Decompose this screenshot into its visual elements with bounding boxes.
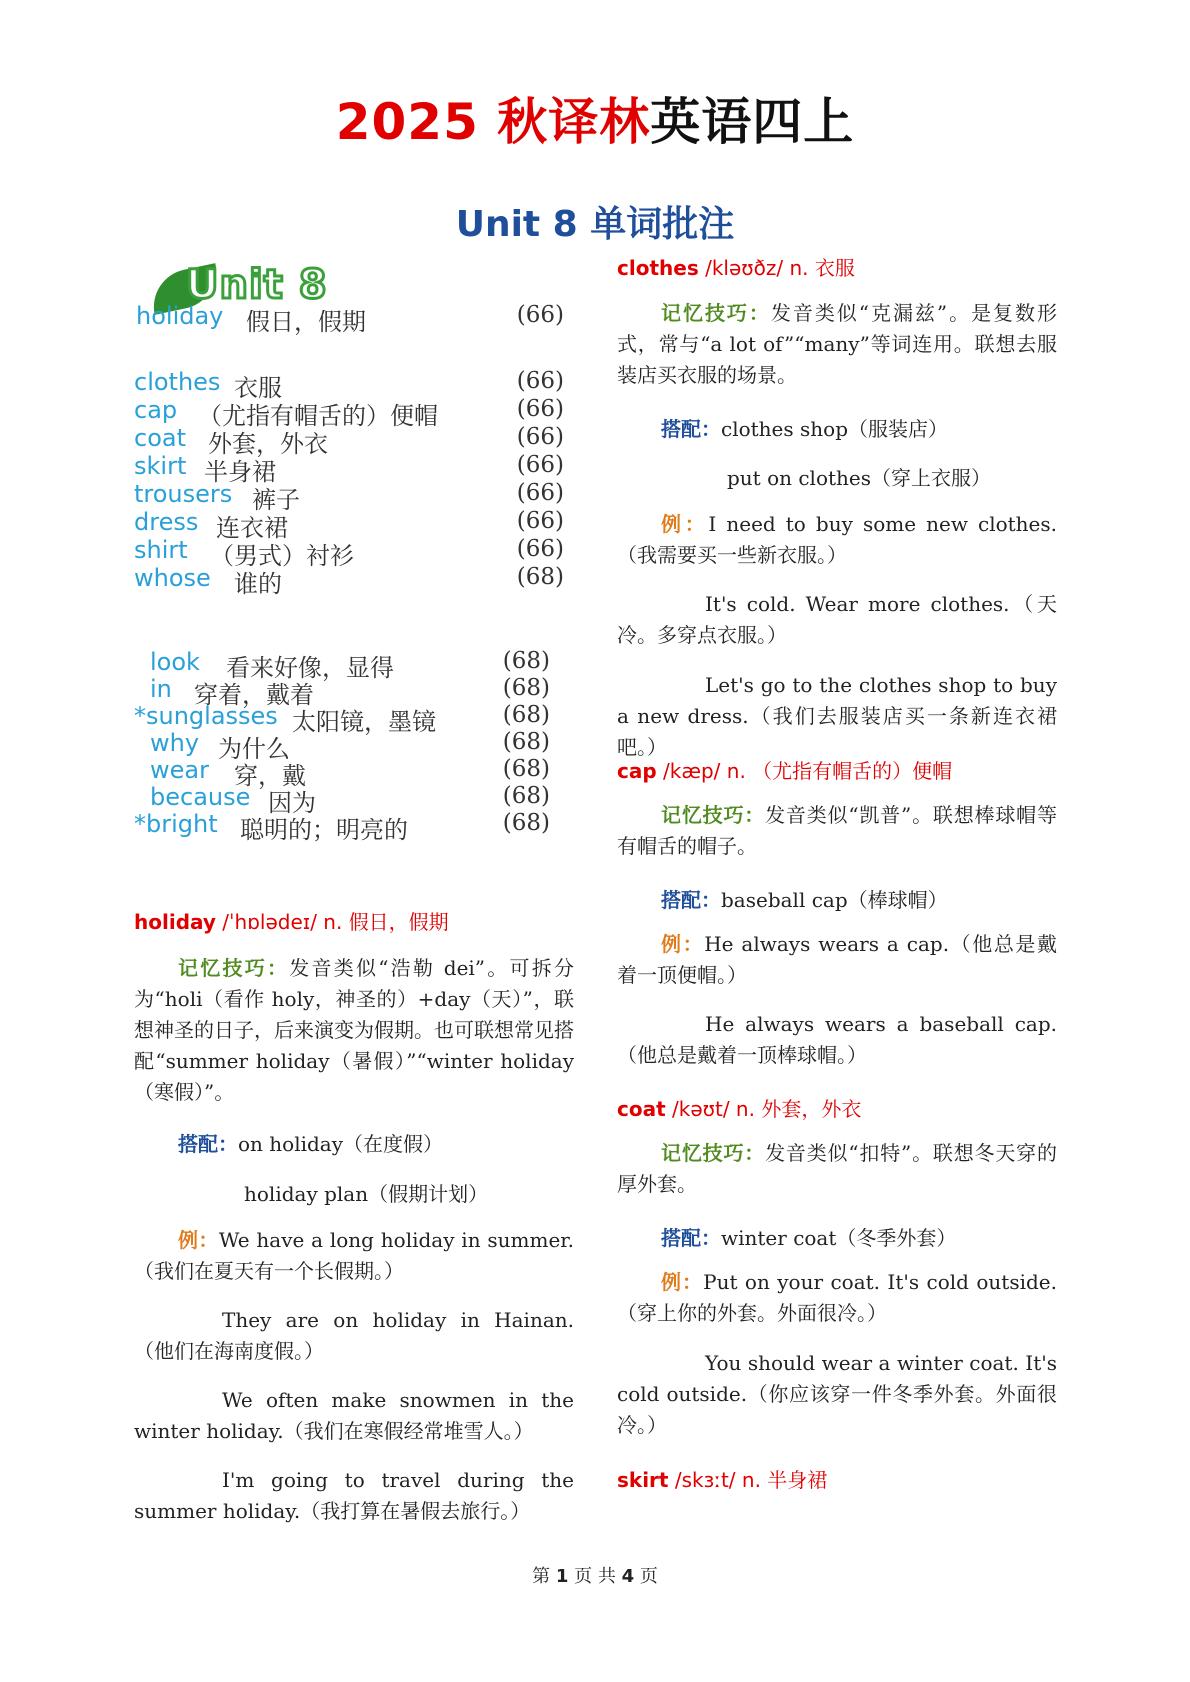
example-clothes-3: Let's go to the clothes shop to buy a new dress.（我们去服装店买一条新连衣裙吧。） <box>617 673 1057 759</box>
page-footer: 第 1 页 共 4 页 <box>532 1566 658 1587</box>
title-part-red: 2025 秋译林 <box>335 93 651 151</box>
memory-tip-holiday: 记忆技巧：发音类似“浩勒 dei”。可拆分为“holi（看作 holy，神圣的）+day（天）”，联想神圣的日子，后来演变为假期。也可联想常见搭配“summer holiday（暑假）”“winter holiday（寒假）”。 <box>134 956 575 1104</box>
word-list-item: why 为什么 (68) <box>150 729 550 763</box>
collocation-cap: 搭配：baseball cap（棒球帽） <box>661 888 948 912</box>
word-list-item: coat 外套，外衣 (66) <box>134 424 564 458</box>
example-cap-2: He always wears a baseball cap.（他总是戴着一顶棒球帽。） <box>617 1012 1057 1067</box>
memory-tip-cap: 记忆技巧：发音类似“凯普”。联想棒球帽等有帽舌的帽子。 <box>617 803 1057 858</box>
entry-heading-skirt: skirt /skɜːt/ n. 半身裙 <box>617 1468 828 1492</box>
collocation-clothes-2: put on clothes（穿上衣服） <box>727 466 992 490</box>
collocation-holiday-2: holiday plan（假期计划） <box>244 1182 489 1206</box>
word-list-item: wear 穿，戴 (68) <box>150 756 550 790</box>
example-holiday-3: We often make snowmen in the winter holiday.（我们在寒假经常堆雪人。） <box>134 1388 574 1443</box>
example-coat-1: 例：Put on your coat. It's cold outside.（穿上你的外套。外面很冷。） <box>617 1270 1058 1325</box>
unit-badge-label: Unit 8 <box>186 262 328 308</box>
entry-heading-clothes: clothes /kləʊðz/ n. 衣服 <box>617 256 855 280</box>
example-holiday-1: 例：We have a long holiday in summer.（我们在夏天有一个长假期。） <box>134 1228 575 1283</box>
word-list-item: clothes 衣服 (66) <box>134 368 564 402</box>
collocation-coat: 搭配：winter coat（冬季外套） <box>661 1226 957 1250</box>
collocation-clothes: 搭配：clothes shop（服装店） <box>661 417 949 441</box>
word-list-item: in 穿着，戴着 (68) <box>150 675 550 709</box>
word-list-item: dress 连衣裙 (66) <box>134 508 564 542</box>
memory-tip-clothes: 记忆技巧：发音类似“克漏兹”。是复数形式，常与“a lot of”“many”等词连用。联想去服装店买衣服的场景。 <box>617 301 1057 387</box>
title-part-black: 英语四上 <box>650 93 855 151</box>
example-clothes-2: It's cold. Wear more clothes.（天冷。多穿点衣服。） <box>617 592 1057 647</box>
example-clothes-1: 例：I need to buy some new clothes.（我需要买一些新衣服。） <box>617 512 1058 567</box>
word-list-item: look 看来好像，显得 (68) <box>150 648 550 682</box>
word-list-item: trousers 裤子 (66) <box>134 480 564 514</box>
word-list-item: because 因为 (68) <box>150 783 550 817</box>
entry-heading-holiday: holiday /ˈhɒlədeɪ/ n. 假日，假期 <box>134 910 449 934</box>
word-list-item: shirt （男式）衬衫 (66) <box>134 536 564 570</box>
word-list-item: whose 谁的 (68) <box>134 564 564 598</box>
word-list-item: skirt 半身裙 (66) <box>134 452 564 486</box>
entry-heading-cap: cap /kæp/ n. （尤指有帽舌的）便帽 <box>617 759 953 783</box>
word-list-item: *sunglasses 太阳镜，墨镜 (68) <box>134 702 550 736</box>
example-holiday-4: I'm going to travel during the summer holiday.（我打算在暑假去旅行。） <box>134 1468 574 1523</box>
document-subtitle: Unit 8 单词批注 <box>455 204 735 245</box>
example-cap-1: 例：He always wears a cap.（他总是戴着一顶便帽。） <box>617 932 1058 987</box>
collocation-holiday: 搭配：on holiday（在度假） <box>178 1132 444 1156</box>
entry-heading-coat: coat /kəʊt/ n. 外套，外衣 <box>617 1097 862 1121</box>
memory-tip-coat: 记忆技巧：发音类似“扣特”。联想冬天穿的厚外套。 <box>617 1141 1057 1196</box>
example-coat-2: You should wear a winter coat. It's cold outside.（你应该穿一件冬季外套。外面很冷。） <box>617 1351 1057 1437</box>
textbook-word-list <box>134 250 594 870</box>
word-list-item: cap （尤指有帽舌的）便帽 (66) <box>134 396 564 430</box>
example-holiday-2: They are on holiday in Hainan.（他们在海南度假。） <box>134 1308 574 1363</box>
word-list-item: holiday 假日，假期 (66) <box>136 302 564 336</box>
word-list-item: *bright 聪明的；明亮的 (68) <box>134 810 550 844</box>
document-title <box>0 82 1190 154</box>
